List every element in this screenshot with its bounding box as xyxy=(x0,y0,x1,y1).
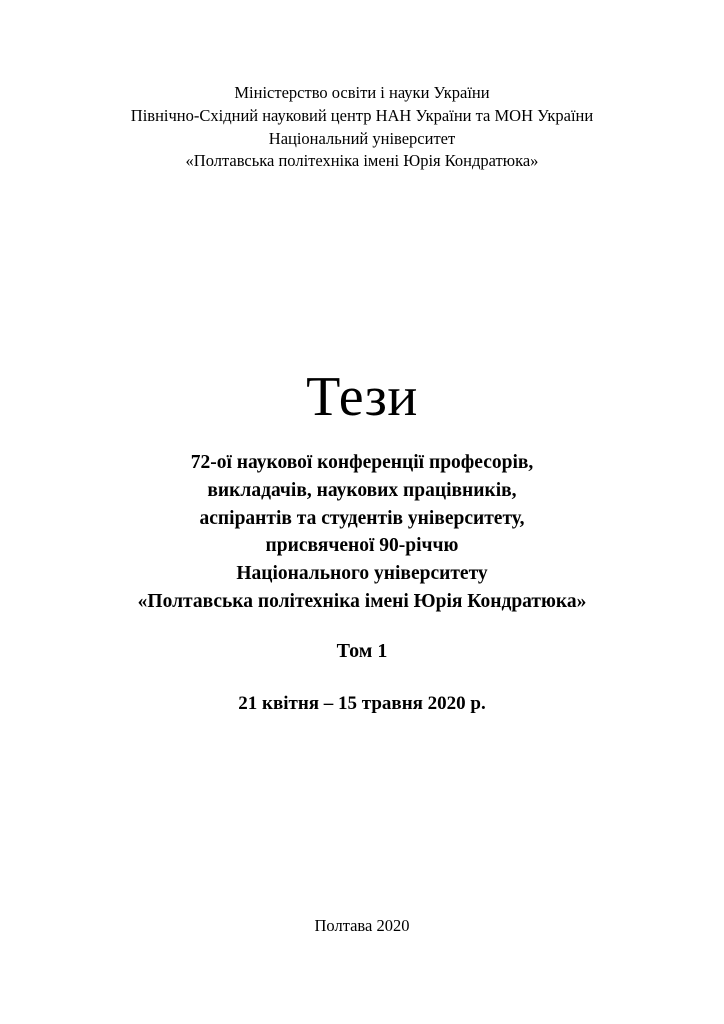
header-line-center: Північно-Східний науковий центр НАН України та МОН України xyxy=(130,105,594,125)
conference-dates: 21 квітня – 15 травня 2020 р. xyxy=(238,693,486,715)
volume-label: Том 1 xyxy=(336,640,388,663)
subtitle-line-6: «Полтавська політехніка імені Юрія Кондратюка» xyxy=(137,591,587,613)
subtitle-line-5: Національного університету xyxy=(236,563,488,585)
subtitle-line-4: присвяченої 90-річчю xyxy=(265,535,459,557)
header-line-ministry: Міністерство освіти і науки України xyxy=(234,83,490,102)
page-title: Тези xyxy=(306,366,418,429)
subtitle-line-1: 72-ої наукової конференції професорів, xyxy=(190,451,534,473)
conference-subtitle xyxy=(138,449,587,616)
subtitle-line-2: викладачів, наукових працівників, xyxy=(207,479,517,501)
imprint-footer: Полтава 2020 xyxy=(314,916,410,935)
subtitle-line-3: аспірантів та студентів університету, xyxy=(199,507,525,529)
header-line-university: Національний університет xyxy=(268,128,456,148)
header-line-university-name: «Полтавська політехніка імені Юрія Кондратюка» xyxy=(185,151,539,171)
publisher-header xyxy=(131,82,593,173)
